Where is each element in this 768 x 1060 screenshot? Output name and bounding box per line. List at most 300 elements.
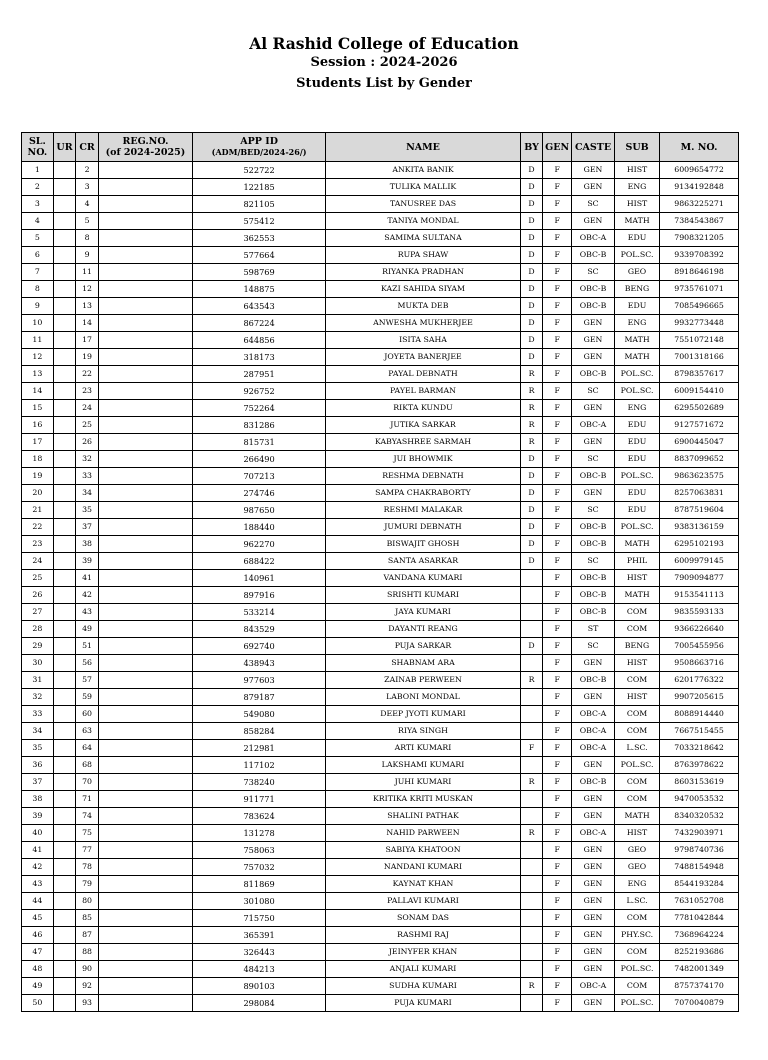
cell-ur xyxy=(53,400,76,417)
cell-sub: COM xyxy=(615,604,660,621)
cell-name: SHALINI PATHAK xyxy=(326,808,521,825)
cell-cr: 22 xyxy=(76,366,99,383)
cell-gen: F xyxy=(543,995,572,1012)
cell-by: D xyxy=(520,485,543,502)
cell-sub: HIST xyxy=(615,570,660,587)
cell-app: 688422 xyxy=(193,553,326,570)
cell-gen: F xyxy=(543,519,572,536)
cell-cr: 71 xyxy=(76,791,99,808)
cell-by: D xyxy=(520,451,543,468)
cell-reg xyxy=(98,162,192,179)
cell-name: RIYANKA PRADHAN xyxy=(326,264,521,281)
cell-sub: EDU xyxy=(615,485,660,502)
cell-gen: F xyxy=(543,893,572,910)
cell-by: R xyxy=(520,400,543,417)
cell-name: JOYETA BANERJEE xyxy=(326,349,521,366)
cell-mno: 9153541113 xyxy=(660,587,739,604)
cell-cr: 5 xyxy=(76,213,99,230)
cell-cr: 93 xyxy=(76,995,99,1012)
cell-sub: EDU xyxy=(615,434,660,451)
college-title: Al Rashid College of Education xyxy=(249,34,519,53)
cell-name: ANWESHA MUKHERJEE xyxy=(326,315,521,332)
cell-ur xyxy=(53,740,76,757)
cell-app: 140961 xyxy=(193,570,326,587)
cell-reg xyxy=(98,706,192,723)
cell-ur xyxy=(53,944,76,961)
cell-app: 987650 xyxy=(193,502,326,519)
cell-gen: F xyxy=(543,196,572,213)
cell-mno: 6009654772 xyxy=(660,162,739,179)
cell-sub: ENG xyxy=(615,876,660,893)
cell-caste: GEN xyxy=(572,485,615,502)
cell-gen: F xyxy=(543,281,572,298)
cell-by xyxy=(520,757,543,774)
cell-caste: GEN xyxy=(572,162,615,179)
cell-ur xyxy=(53,893,76,910)
cell-by xyxy=(520,587,543,604)
cell-caste: SC xyxy=(572,264,615,281)
cell-gen: F xyxy=(543,400,572,417)
cell-gen: F xyxy=(543,638,572,655)
cell-sl: 35 xyxy=(22,740,54,757)
cell-mno: 9508663716 xyxy=(660,655,739,672)
cell-mno: 8340320532 xyxy=(660,808,739,825)
table-row xyxy=(22,230,739,247)
cell-reg xyxy=(98,536,192,553)
cell-sub: ENG xyxy=(615,315,660,332)
list-subtitle: Students List by Gender xyxy=(296,76,472,91)
cell-reg xyxy=(98,587,192,604)
cell-by xyxy=(520,910,543,927)
cell-caste: OBC-B xyxy=(572,519,615,536)
cell-app: 692740 xyxy=(193,638,326,655)
col-header-mno: M. NO. xyxy=(660,133,739,162)
cell-name: KABYASHREE SARMAH xyxy=(326,434,521,451)
cell-by xyxy=(520,893,543,910)
cell-reg xyxy=(98,961,192,978)
cell-app: 212981 xyxy=(193,740,326,757)
cell-ur xyxy=(53,247,76,264)
cell-cr: 59 xyxy=(76,689,99,706)
cell-app: 522722 xyxy=(193,162,326,179)
cell-sub: EDU xyxy=(615,451,660,468)
cell-caste: SC xyxy=(572,383,615,400)
table-row xyxy=(22,944,739,961)
table-row xyxy=(22,536,739,553)
cell-reg xyxy=(98,502,192,519)
cell-sl: 13 xyxy=(22,366,54,383)
cell-name: JUHI KUMARI xyxy=(326,774,521,791)
cell-gen: F xyxy=(543,808,572,825)
cell-mno: 9339708392 xyxy=(660,247,739,264)
cell-gen: F xyxy=(543,927,572,944)
col-header-sub: SUB xyxy=(615,133,660,162)
cell-cr: 35 xyxy=(76,502,99,519)
cell-name: SAMIMA SULTANA xyxy=(326,230,521,247)
table-row xyxy=(22,621,739,638)
cell-sub: MATH xyxy=(615,587,660,604)
table-row xyxy=(22,213,739,230)
cell-by: D xyxy=(520,468,543,485)
cell-app: 484213 xyxy=(193,961,326,978)
cell-name: KRITIKA KRITI MUSKAN xyxy=(326,791,521,808)
cell-app: 897916 xyxy=(193,587,326,604)
cell-by: D xyxy=(520,315,543,332)
cell-caste: GEN xyxy=(572,859,615,876)
cell-cr: 34 xyxy=(76,485,99,502)
cell-sl: 21 xyxy=(22,502,54,519)
cell-sub: COM xyxy=(615,910,660,927)
cell-caste: GEN xyxy=(572,995,615,1012)
cell-gen: F xyxy=(543,298,572,315)
cell-name: JUTIKA SARKAR xyxy=(326,417,521,434)
cell-ur xyxy=(53,553,76,570)
cell-ur xyxy=(53,213,76,230)
cell-mno: 7909094877 xyxy=(660,570,739,587)
cell-cr: 68 xyxy=(76,757,99,774)
cell-sub: GEO xyxy=(615,264,660,281)
col-header-app-line1: APP ID xyxy=(240,136,278,147)
cell-by xyxy=(520,570,543,587)
cell-app: 298084 xyxy=(193,995,326,1012)
cell-reg xyxy=(98,281,192,298)
cell-sub: POL.SC. xyxy=(615,995,660,1012)
cell-ur xyxy=(53,995,76,1012)
cell-sub: POL.SC. xyxy=(615,366,660,383)
cell-by: D xyxy=(520,281,543,298)
cell-sl: 22 xyxy=(22,519,54,536)
table-row xyxy=(22,162,739,179)
cell-cr: 11 xyxy=(76,264,99,281)
cell-sl: 2 xyxy=(22,179,54,196)
cell-sl: 25 xyxy=(22,570,54,587)
table-row xyxy=(22,281,739,298)
table-row xyxy=(22,706,739,723)
table-row xyxy=(22,876,739,893)
cell-cr: 26 xyxy=(76,434,99,451)
cell-mno: 7432903971 xyxy=(660,825,739,842)
cell-by: D xyxy=(520,247,543,264)
cell-ur xyxy=(53,910,76,927)
table-row xyxy=(22,298,739,315)
cell-cr: 8 xyxy=(76,230,99,247)
cell-by: R xyxy=(520,978,543,995)
cell-mno: 8798357617 xyxy=(660,366,739,383)
cell-gen: F xyxy=(543,655,572,672)
cell-reg xyxy=(98,859,192,876)
cell-caste: GEN xyxy=(572,179,615,196)
cell-sub: ENG xyxy=(615,179,660,196)
cell-gen: F xyxy=(543,315,572,332)
cell-sl: 30 xyxy=(22,655,54,672)
cell-mno: 7667515455 xyxy=(660,723,739,740)
cell-gen: F xyxy=(543,213,572,230)
cell-cr: 64 xyxy=(76,740,99,757)
cell-gen: F xyxy=(543,859,572,876)
cell-sl: 45 xyxy=(22,910,54,927)
cell-reg xyxy=(98,417,192,434)
cell-ur xyxy=(53,468,76,485)
cell-sl: 40 xyxy=(22,825,54,842)
cell-reg xyxy=(98,247,192,264)
cell-app: 758063 xyxy=(193,842,326,859)
cell-ur xyxy=(53,723,76,740)
cell-by: D xyxy=(520,502,543,519)
cell-caste: OBC-B xyxy=(572,604,615,621)
cell-cr: 38 xyxy=(76,536,99,553)
cell-reg xyxy=(98,332,192,349)
table-row xyxy=(22,655,739,672)
cell-ur xyxy=(53,434,76,451)
cell-name: SABIYA KHATOON xyxy=(326,842,521,859)
cell-name: RESHMI MALAKAR xyxy=(326,502,521,519)
cell-name: SHABNAM ARA xyxy=(326,655,521,672)
cell-name: KAZI SAHIDA SIYAM xyxy=(326,281,521,298)
table-row xyxy=(22,774,739,791)
cell-name: LABONI MONDAL xyxy=(326,689,521,706)
cell-name: ISITA SAHA xyxy=(326,332,521,349)
cell-gen: F xyxy=(543,910,572,927)
col-header-reg-line1: REG.NO. xyxy=(122,136,169,147)
cell-ur xyxy=(53,298,76,315)
cell-ur xyxy=(53,808,76,825)
table-row xyxy=(22,485,739,502)
cell-cr: 42 xyxy=(76,587,99,604)
cell-by: D xyxy=(520,553,543,570)
cell-reg xyxy=(98,213,192,230)
cell-caste: GEN xyxy=(572,689,615,706)
cell-by xyxy=(520,808,543,825)
cell-cr: 23 xyxy=(76,383,99,400)
cell-by: R xyxy=(520,774,543,791)
cell-sl: 8 xyxy=(22,281,54,298)
table-row xyxy=(22,315,739,332)
col-header-sl-line2: NO. xyxy=(27,147,48,158)
cell-caste: OBC-B xyxy=(572,536,615,553)
cell-gen: F xyxy=(543,757,572,774)
cell-sub: HIST xyxy=(615,162,660,179)
cell-app: 318173 xyxy=(193,349,326,366)
cell-mno: 7033218642 xyxy=(660,740,739,757)
cell-sl: 12 xyxy=(22,349,54,366)
cell-sub: GEO xyxy=(615,842,660,859)
cell-app: 738240 xyxy=(193,774,326,791)
cell-reg xyxy=(98,383,192,400)
cell-ur xyxy=(53,689,76,706)
cell-ur xyxy=(53,230,76,247)
cell-app: 707213 xyxy=(193,468,326,485)
col-header-app xyxy=(193,133,326,162)
cell-reg xyxy=(98,927,192,944)
cell-by: R xyxy=(520,672,543,689)
cell-by xyxy=(520,791,543,808)
cell-by: D xyxy=(520,213,543,230)
cell-sub: COM xyxy=(615,774,660,791)
table-row xyxy=(22,961,739,978)
cell-by xyxy=(520,655,543,672)
table-row xyxy=(22,808,739,825)
col-header-name: NAME xyxy=(326,133,521,162)
cell-name: SUDHA KUMARI xyxy=(326,978,521,995)
cell-sl: 17 xyxy=(22,434,54,451)
table-row xyxy=(22,417,739,434)
cell-app: 911771 xyxy=(193,791,326,808)
cell-caste: OBC-B xyxy=(572,468,615,485)
table-row xyxy=(22,196,739,213)
cell-sl: 26 xyxy=(22,587,54,604)
cell-reg xyxy=(98,876,192,893)
cell-ur xyxy=(53,366,76,383)
cell-caste: OBC-A xyxy=(572,978,615,995)
cell-reg xyxy=(98,179,192,196)
cell-app: 821105 xyxy=(193,196,326,213)
cell-ur xyxy=(53,417,76,434)
cell-ur xyxy=(53,621,76,638)
cell-sub: EDU xyxy=(615,230,660,247)
cell-reg xyxy=(98,978,192,995)
cell-mno: 8257063831 xyxy=(660,485,739,502)
cell-app: 274746 xyxy=(193,485,326,502)
cell-sub: COM xyxy=(615,944,660,961)
cell-app: 362553 xyxy=(193,230,326,247)
cell-name: SANTA ASARKAR xyxy=(326,553,521,570)
cell-sl: 15 xyxy=(22,400,54,417)
cell-reg xyxy=(98,757,192,774)
cell-mno: 9798740736 xyxy=(660,842,739,859)
cell-ur xyxy=(53,774,76,791)
cell-gen: F xyxy=(543,944,572,961)
cell-mno: 7085496665 xyxy=(660,298,739,315)
cell-name: KAYNAT KHAN xyxy=(326,876,521,893)
cell-sl: 43 xyxy=(22,876,54,893)
cell-sl: 19 xyxy=(22,468,54,485)
cell-gen: F xyxy=(543,417,572,434)
cell-sub: GEO xyxy=(615,859,660,876)
cell-sl: 18 xyxy=(22,451,54,468)
cell-sl: 20 xyxy=(22,485,54,502)
cell-caste: SC xyxy=(572,553,615,570)
table-row xyxy=(22,893,739,910)
cell-gen: F xyxy=(543,825,572,842)
cell-sub: HIST xyxy=(615,655,660,672)
cell-caste: GEN xyxy=(572,893,615,910)
cell-mno: 9383136159 xyxy=(660,519,739,536)
cell-name: SONAM DAS xyxy=(326,910,521,927)
cell-reg xyxy=(98,774,192,791)
cell-mno: 7368964224 xyxy=(660,927,739,944)
cell-caste: OBC-B xyxy=(572,298,615,315)
cell-caste: SC xyxy=(572,451,615,468)
cell-mno: 8918646198 xyxy=(660,264,739,281)
cell-name: NANDANI KUMARI xyxy=(326,859,521,876)
cell-sub: POL.SC. xyxy=(615,519,660,536)
cell-mno: 7001318166 xyxy=(660,349,739,366)
cell-by xyxy=(520,927,543,944)
cell-reg xyxy=(98,468,192,485)
cell-caste: GEN xyxy=(572,961,615,978)
cell-mno: 6009154410 xyxy=(660,383,739,400)
cell-sub: MATH xyxy=(615,536,660,553)
cell-cr: 24 xyxy=(76,400,99,417)
table-row xyxy=(22,740,739,757)
cell-mno: 7781042844 xyxy=(660,910,739,927)
cell-name: JEINYFER KHAN xyxy=(326,944,521,961)
cell-by: D xyxy=(520,179,543,196)
cell-gen: F xyxy=(543,689,572,706)
cell-sl: 14 xyxy=(22,383,54,400)
table-row xyxy=(22,451,739,468)
table-row xyxy=(22,366,739,383)
cell-ur xyxy=(53,315,76,332)
cell-caste: GEN xyxy=(572,757,615,774)
cell-caste: OBC-A xyxy=(572,740,615,757)
cell-mno: 8787519604 xyxy=(660,502,739,519)
cell-sub: COM xyxy=(615,723,660,740)
cell-app: 867224 xyxy=(193,315,326,332)
cell-app: 577664 xyxy=(193,247,326,264)
cell-gen: F xyxy=(543,978,572,995)
table-row xyxy=(22,672,739,689)
cell-app: 815731 xyxy=(193,434,326,451)
cell-reg xyxy=(98,621,192,638)
session-title: Session : 2024-2026 xyxy=(310,55,458,70)
cell-caste: GEN xyxy=(572,944,615,961)
cell-cr: 9 xyxy=(76,247,99,264)
cell-mno: 6295102193 xyxy=(660,536,739,553)
cell-caste: ST xyxy=(572,621,615,638)
cell-gen: F xyxy=(543,570,572,587)
col-header-gen: GEN xyxy=(543,133,572,162)
cell-reg xyxy=(98,451,192,468)
cell-by xyxy=(520,689,543,706)
cell-sub: BENG xyxy=(615,638,660,655)
cell-mno: 9863623575 xyxy=(660,468,739,485)
cell-sl: 46 xyxy=(22,927,54,944)
cell-ur xyxy=(53,179,76,196)
cell-app: 831286 xyxy=(193,417,326,434)
cell-app: 117102 xyxy=(193,757,326,774)
cell-caste: OBC-A xyxy=(572,706,615,723)
cell-by xyxy=(520,621,543,638)
cell-reg xyxy=(98,553,192,570)
cell-app: 148875 xyxy=(193,281,326,298)
cell-name: ANJALI KUMARI xyxy=(326,961,521,978)
cell-sub: MATH xyxy=(615,808,660,825)
table-body xyxy=(22,162,739,1012)
cell-sl: 16 xyxy=(22,417,54,434)
cell-gen: F xyxy=(543,468,572,485)
table-row xyxy=(22,791,739,808)
cell-name: BISWAJIT GHOSH xyxy=(326,536,521,553)
cell-cr: 39 xyxy=(76,553,99,570)
cell-ur xyxy=(53,349,76,366)
cell-cr: 92 xyxy=(76,978,99,995)
table-row xyxy=(22,638,739,655)
students-table xyxy=(21,132,739,1012)
cell-sl: 48 xyxy=(22,961,54,978)
cell-sl: 28 xyxy=(22,621,54,638)
cell-by: R xyxy=(520,383,543,400)
cell-name: JUMURI DEBNATH xyxy=(326,519,521,536)
table-row xyxy=(22,468,739,485)
cell-reg xyxy=(98,570,192,587)
cell-sub: L.SC. xyxy=(615,740,660,757)
cell-ur xyxy=(53,196,76,213)
cell-mno: 9863225271 xyxy=(660,196,739,213)
cell-mno: 8763978622 xyxy=(660,757,739,774)
table-row xyxy=(22,825,739,842)
cell-caste: GEN xyxy=(572,349,615,366)
